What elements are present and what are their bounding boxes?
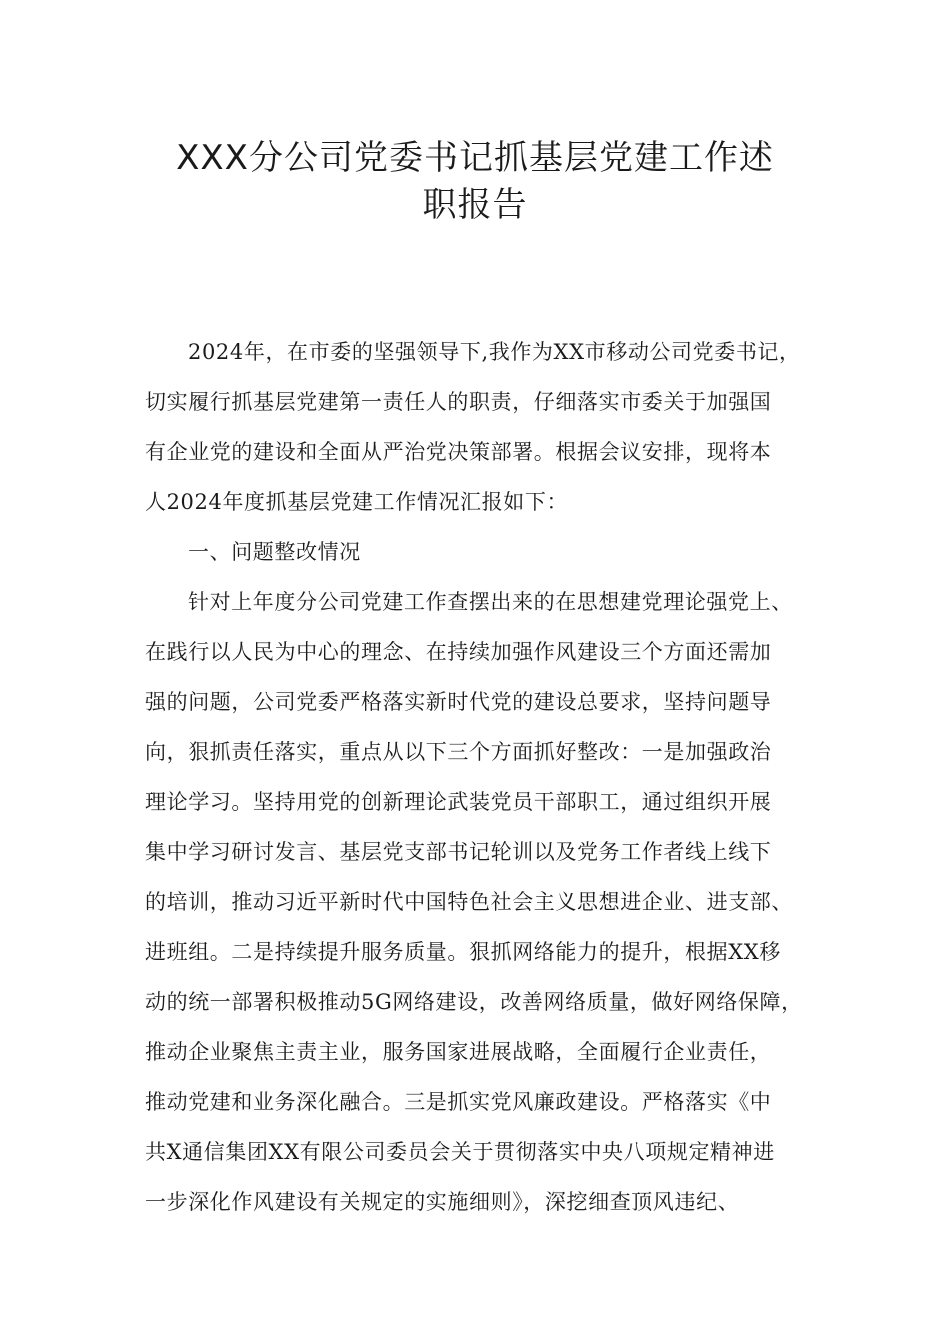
paragraph-line: 强的问题，公司党委严格落实新时代党的建设总要求，坚持问题导 <box>145 690 772 714</box>
document-title-line-1: XXX分公司党委书记抓基层党建工作述 <box>176 138 774 178</box>
paragraph-line: 一步深化作风建设有关规定的实施细则》，深挖细查顶风违纪、 <box>145 1190 740 1214</box>
section-heading: 一、问题整改情况 <box>188 540 361 564</box>
paragraph-line: 集中学习研讨发言、基层党支部书记轮训以及党务工作者线上线下 <box>145 840 772 864</box>
document-title-line-2: 职报告 <box>422 185 528 225</box>
paragraph-line: 针对上年度分公司党建工作查摆出来的在思想建党理论强党上、 <box>188 590 793 614</box>
paragraph-line: 向，狠抓责任落实，重点从以下三个方面抓好整改：一是加强政治 <box>145 740 772 764</box>
paragraph-line: 推动党建和业务深化融合。三是抓实党风廉政建设。严格落实《中 <box>145 1090 772 1114</box>
paragraph-line: 理论学习。坚持用党的创新理论武装党员干部职工，通过组织开展 <box>145 790 772 814</box>
paragraph-line: 有企业党的建设和全面从严治党决策部署。根据会议安排，现将本 <box>145 440 772 464</box>
paragraph-line: 进班组。二是持续提升服务质量。狠抓网络能力的提升，根据XX移 <box>145 940 781 964</box>
paragraph-line: 2024年，在市委的坚强领导下,我作为XX市移动公司党委书记， <box>188 340 801 364</box>
paragraph-line: 动的统一部署积极推动5G网络建设，改善网络质量，做好网络保障， <box>145 990 803 1014</box>
paragraph-line: 的培训，推动习近平新时代中国特色社会主义思想进企业、进支部、 <box>145 890 793 914</box>
paragraph-line: 共X通信集团XX有限公司委员会关于贯彻落实中央八项规定精神进 <box>145 1140 775 1164</box>
paragraph-line: 切实履行抓基层党建第一责任人的职责，仔细落实市委关于加强国 <box>145 390 772 414</box>
paragraph-line: 推动企业聚焦主责主业，服务国家进展战略，全面履行企业责任， <box>145 1040 772 1064</box>
paragraph-line: 人2024年度抓基层党建工作情况汇报如下： <box>145 490 569 514</box>
paragraph-line: 在践行以人民为中心的理念、在持续加强作风建设三个方面还需加 <box>145 640 772 664</box>
